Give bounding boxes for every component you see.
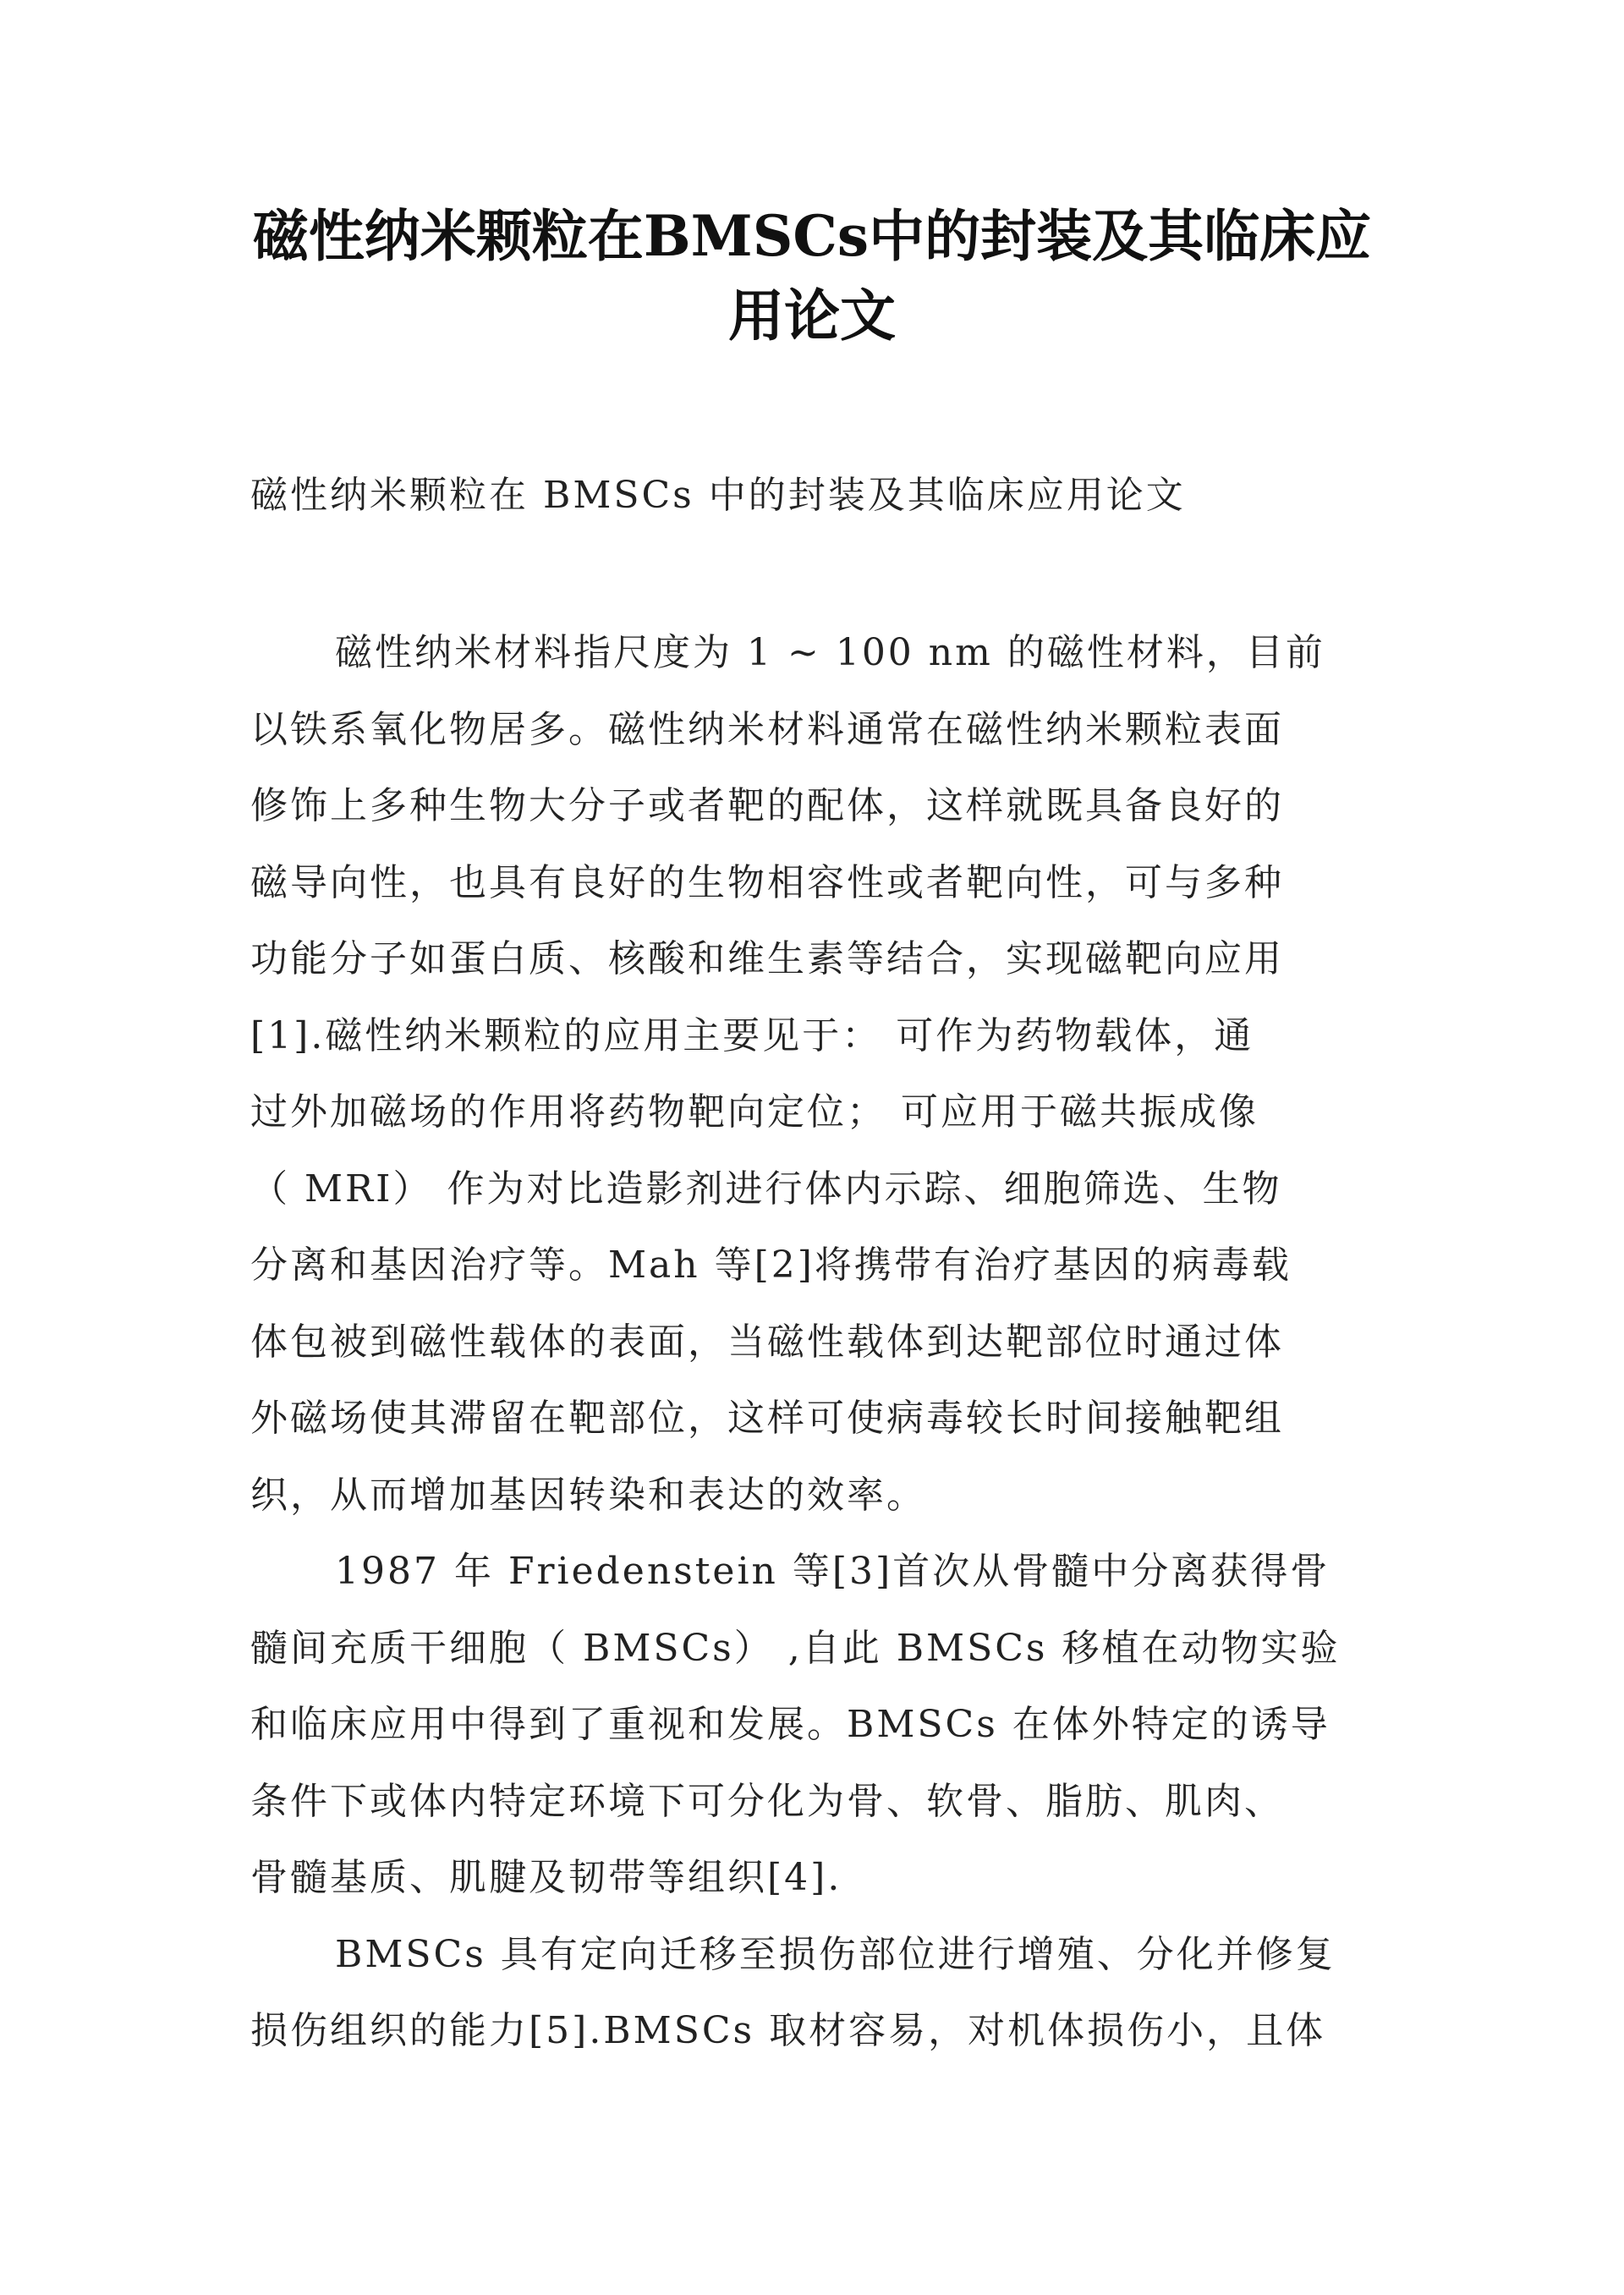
text-line: 骨髓基质、肌腱及韧带等组织[4].	[250, 1856, 842, 1899]
title-line: 用论文	[728, 283, 896, 349]
text-line: 织，从而增加基因转染和表达的效率。	[250, 1473, 926, 1517]
text-line: 分离和基因治疗等。Mah 等[2]将携带有治疗基因的病毒载	[250, 1244, 1292, 1287]
text-line: 过外加磁场的作用将药物靶向定位； 可应用于磁共振成像	[250, 1090, 1259, 1134]
document-subtitle: 磁性纳米颗粒在 BMSCs 中的封装及其临床应用论文	[250, 474, 1186, 517]
text-line: 以铁系氧化物居多。磁性纳米材料通常在磁性纳米颗粒表面	[250, 707, 1284, 751]
text-line: BMSCs 具有定向迁移至损伤部位进行增殖、分化并修复	[335, 1932, 1336, 1976]
title-line: 磁性纳米颗粒在BMSCs中的封装及其临床应	[252, 203, 1372, 269]
text-line: 髓间充质干细胞（ BMSCs） ,自此 BMSCs 移植在动物实验	[250, 1626, 1341, 1670]
text-line: 外磁场使其滞留在靶部位，这样可使病毒较长时间接触靶组	[250, 1397, 1284, 1440]
text-line: （ MRI） 作为对比造影剂进行体内示踪、细胞筛选、生物	[250, 1167, 1282, 1211]
text-line: 磁导向性，也具有良好的生物相容性或者靶向性，可与多种	[250, 860, 1284, 904]
text-line: 损伤组织的能力[5].BMSCs 取材容易，对机体损伤小，且体	[250, 2009, 1326, 2052]
text-line: 磁性纳米材料指尺度为 1 ~ 100 nm 的磁性材料，目前	[335, 631, 1325, 674]
paragraph	[250, 1917, 1392, 2070]
text-line: 和临床应用中得到了重视和发展。BMSCs 在体外特定的诱导	[250, 1703, 1330, 1746]
document-body	[250, 615, 1392, 2070]
text-line: 功能分子如蛋白质、核酸和维生素等结合，实现磁靶向应用	[250, 937, 1284, 980]
paragraph	[250, 1534, 1392, 1917]
document-title	[245, 196, 1379, 355]
text-line: 体包被到磁性载体的表面，当磁性载体到达靶部位时通过体	[250, 1320, 1284, 1364]
text-line: [1].磁性纳米颗粒的应用主要见于： 可作为药物载体，通	[250, 1013, 1254, 1057]
text-line: 1987 年 Friedenstein 等[3]首次从骨髓中分离获得骨	[335, 1550, 1330, 1593]
text-line: 修饰上多种生物大分子或者靶的配体，这样就既具备良好的	[250, 784, 1284, 827]
text-line: 条件下或体内特定环境下可分化为骨、软骨、脂肪、肌肉、	[250, 1779, 1284, 1823]
paragraph	[250, 615, 1392, 1534]
